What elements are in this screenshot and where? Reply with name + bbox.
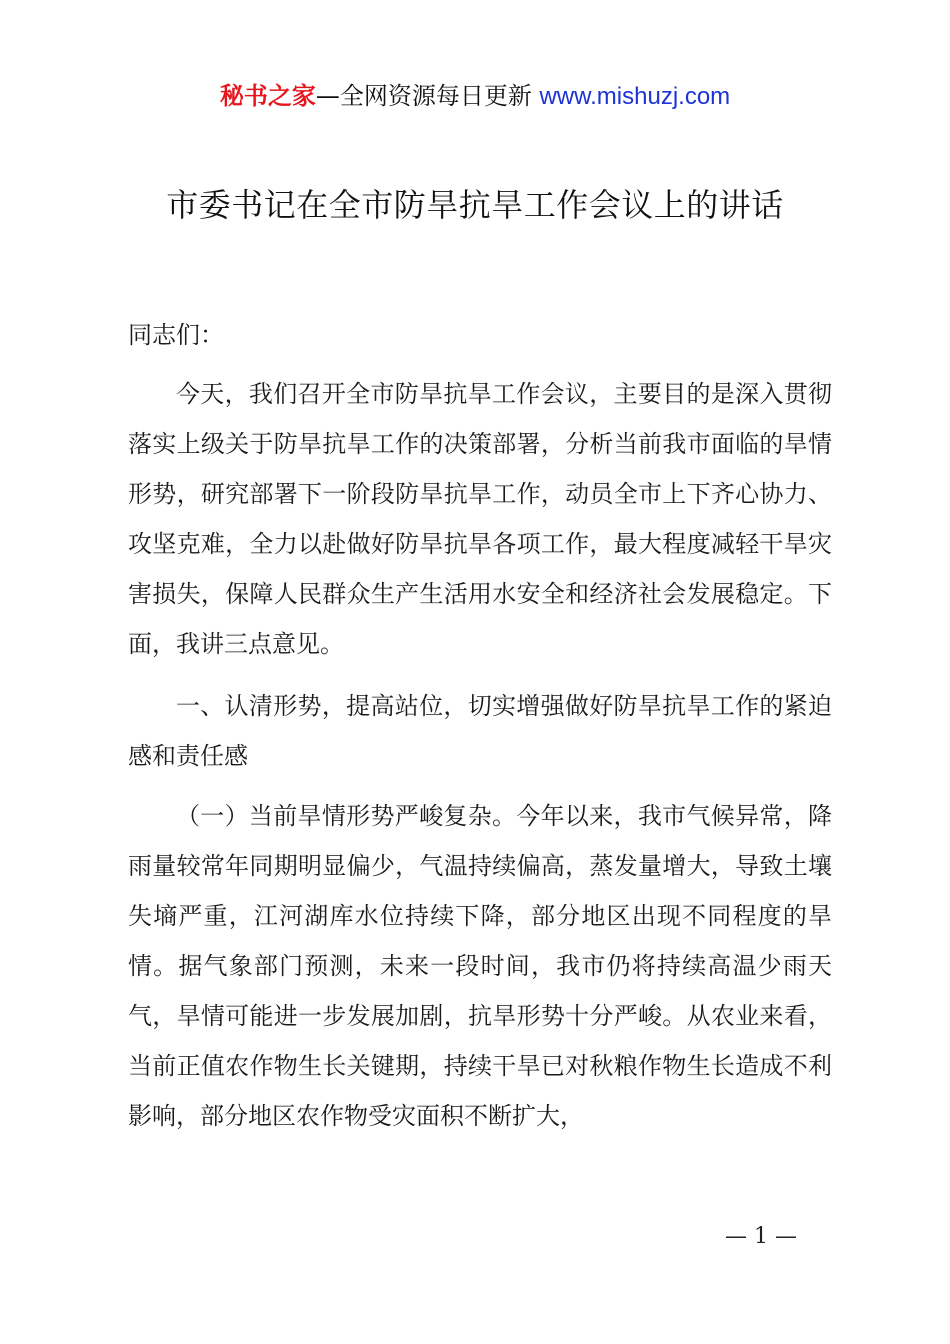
- salutation: 同志们：: [128, 321, 224, 349]
- site-tagline: —全网资源每日更新: [315, 82, 532, 110]
- site-brand: 秘书之家: [219, 82, 316, 110]
- paragraph-drought-situation: （一）当前旱情形势严峻复杂。今年以来，我市气候异常，降雨量较常年同期明显偏少，气温持续偏高，蒸发量增大，导致土壤失墒严重，江河湖库水位持续下降，部分地区出现不同程度的旱情。据气象部门预测，未来一段时间，我市仍将持续高温少雨天气，旱情可能进一步发展加剧，抗旱形势十分严峻。从农业来看，当前正值农作物生长关键期，持续干旱已对秋粮作物生长造成不利影响，部分地区农作物受灾面积不断扩大，: [128, 802, 832, 1130]
- document-title: 市委书记在全市防旱抗旱工作会议上的讲话: [166, 186, 784, 224]
- document-body: [128, 310, 832, 1141]
- page-number: — 1 —: [725, 1224, 797, 1249]
- site-url-link[interactable]: www.mishuzj.com: [539, 83, 731, 110]
- paragraph-intro: 今天，我们召开全市防旱抗旱工作会议，主要目的是深入贯彻落实上级关于防旱抗旱工作的决策部署，分析当前我市面临的旱情形势，研究部署下一阶段防旱抗旱工作，动员全市上下齐心协力、攻坚克难，全力以赴做好防旱抗旱各项工作，最大程度减轻干旱灾害损失，保障人民群众生产生活用水安全和经济社会发展稳定。下面，我讲三点意见。: [128, 380, 832, 658]
- section-heading-1: 一、认清形势，提高站位，切实增强做好防旱抗旱工作的紧迫感和责任感: [128, 692, 832, 770]
- site-banner: [0, 80, 950, 113]
